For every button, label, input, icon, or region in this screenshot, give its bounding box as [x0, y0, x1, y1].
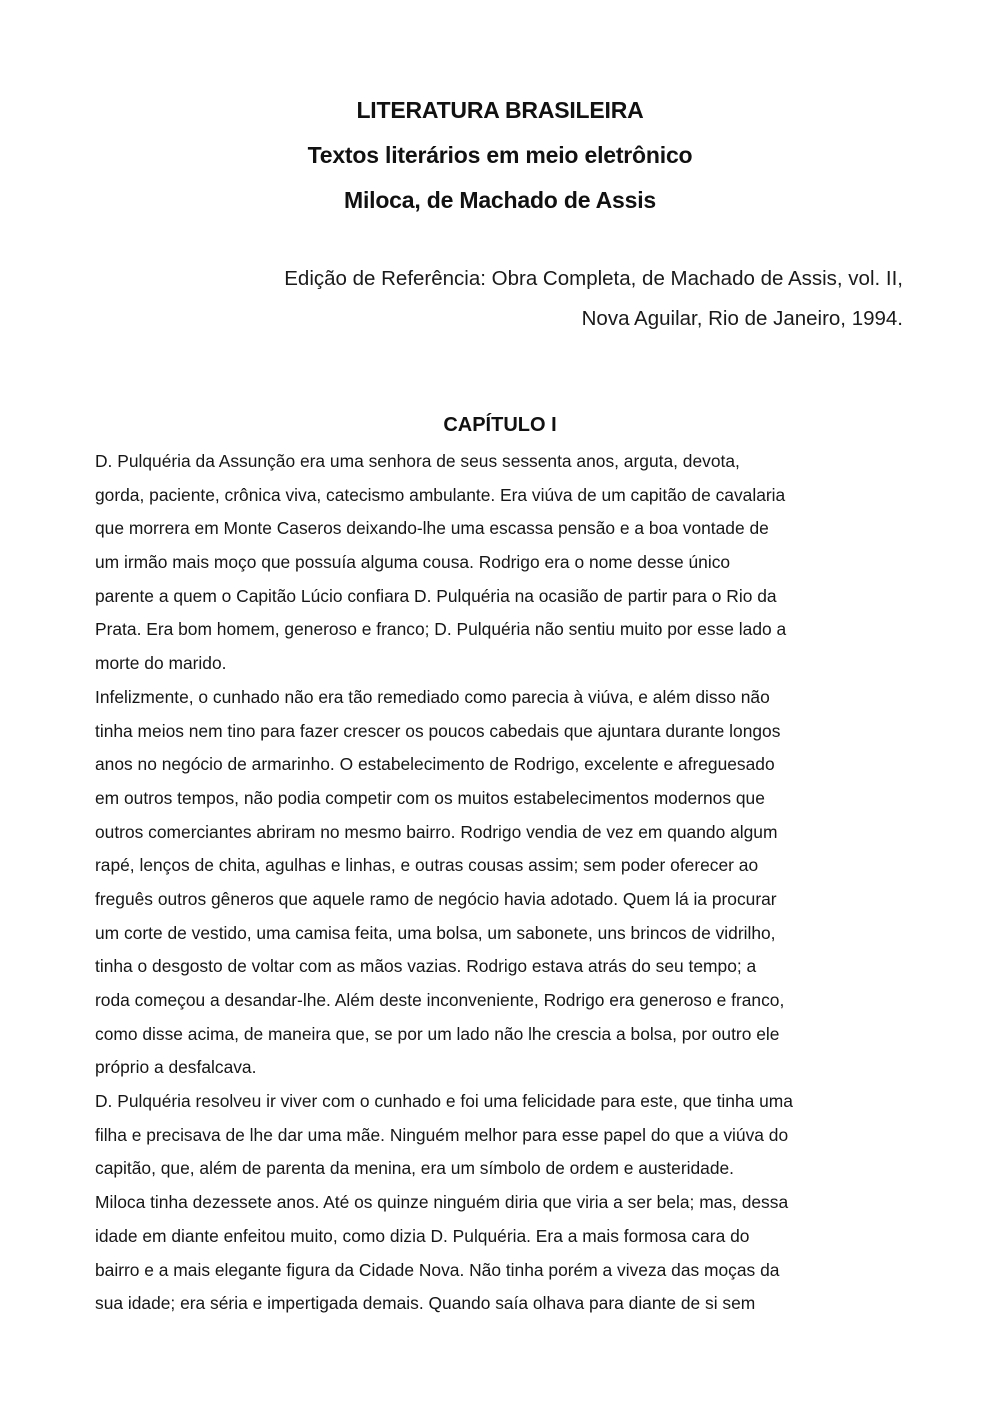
text-line: um irmão mais moço que possuía alguma cousa. Rodrigo era o nome desse único [95, 552, 731, 573]
text-line: D. Pulquéria resolveu ir viver com o cunhado e foi uma felicidade para este, que tinha uma [95, 1091, 793, 1112]
text-line: gorda, paciente, crônica viva, catecismo ambulante. Era viúva de um capitão de cavalaria [95, 484, 786, 505]
text-line: próprio a desfalcava. [95, 1057, 257, 1078]
text-line: Miloca tinha dezessete anos. Até os quinze ninguém diria que viria a ser bela; mas, dessa [95, 1192, 789, 1213]
text-line: bairro e a mais elegante figura da Cidade Nova. Não tinha porém a viveza das moças da [95, 1259, 780, 1280]
text-line: um corte de vestido, uma camisa feita, uma bolsa, um sabonete, uns brincos de vidrilho, [95, 922, 776, 943]
paragraph [95, 685, 905, 1089]
text-line: outros comerciantes abriram no mesmo bairro. Rodrigo vendia de vez em quando algum [95, 821, 778, 842]
document-title-block [0, 96, 1000, 231]
reference-edition [180, 265, 903, 345]
reference-line: Nova Aguilar, Rio de Janeiro, 1994. [581, 307, 903, 330]
text-line: capitão, que, além de parenta da menina, era um símbolo de ordem e austeridade. [95, 1158, 735, 1179]
text-line: parente a quem o Capitão Lúcio confiara D. Pulquéria na ocasião de partir para o Rio da [95, 585, 777, 606]
text-line: idade em diante enfeitou muito, como dizia D. Pulquéria. Era a mais formosa cara do [95, 1225, 750, 1246]
paragraph [95, 1190, 905, 1325]
text-line: tinha o desgosto de voltar com as mãos vazias. Rodrigo estava atrás do seu tempo; a [95, 956, 757, 977]
text-line: morte do marido. [95, 653, 227, 674]
text-line: Prata. Era bom homem, generoso e franco; D. Pulquéria não sentiu muito por esse lado a [95, 619, 787, 640]
text-line: filha e precisava de lhe dar uma mãe. Ninguém melhor para esse papel do que a viúva do [95, 1124, 789, 1145]
work-title: Miloca, de Machado de Assis [343, 187, 656, 213]
text-line: tinha meios nem tino para fazer crescer os poucos cabedais que ajuntara durante longos [95, 720, 781, 741]
text-line: em outros tempos, não podia competir com os muitos estabelecimentos modernos que [95, 787, 765, 808]
collection-subtitle: Textos literários em meio eletrônico [307, 142, 693, 168]
chapter-body [95, 449, 905, 1325]
text-line: rapé, lenços de chita, agulhas e linhas, e outras cousas assim; sem poder oferecer ao [95, 855, 759, 876]
paragraph [95, 1089, 905, 1190]
paragraph [95, 449, 905, 685]
text-line: freguês outros gêneros que aquele ramo de negócio havia adotado. Quem lá ia procurar [95, 888, 777, 909]
text-line: que morrera em Monte Caseros deixando-lhe uma escassa pensão e a boa vontade de [95, 518, 769, 539]
text-line: como disse acima, de maneira que, se por um lado não lhe crescia a bolsa, por outro ele [95, 1023, 780, 1044]
text-line: anos no negócio de armarinho. O estabelecimento de Rodrigo, excelente e afreguesado [95, 754, 775, 775]
text-line: Infelizmente, o cunhado não era tão remediado como parecia à viúva, e além disso não [95, 686, 770, 707]
chapter-heading: CAPÍTULO I [443, 414, 557, 436]
text-line: roda começou a desandar-lhe. Além deste inconveniente, Rodrigo era generoso e franco, [95, 990, 785, 1010]
text-line: sua idade; era séria e impertigada demais. Quando saía olhava para diante de si sem [95, 1293, 756, 1314]
reference-line: Edição de Referência: Obra Completa, de Machado de Assis, vol. II, [284, 267, 903, 290]
text-line: D. Pulquéria da Assunção era uma senhora de seus sessenta anos, arguta, devota, [95, 451, 740, 471]
collection-title: LITERATURA BRASILEIRA [356, 97, 644, 123]
